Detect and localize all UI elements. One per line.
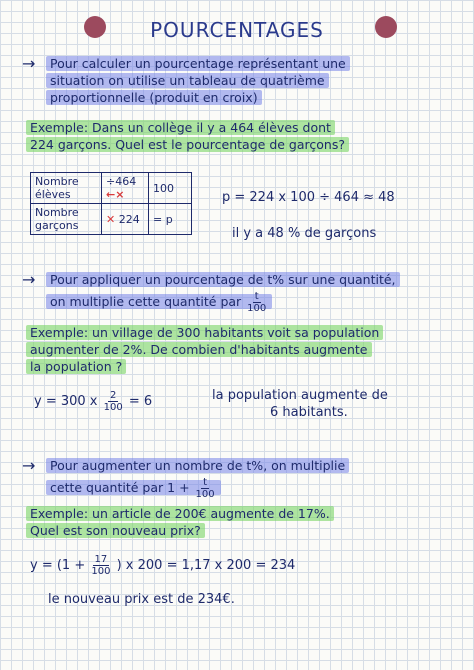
answer-3: le nouveau prix est de 234€. <box>48 592 235 607</box>
table-row1-label: Nombre élèves <box>31 173 102 204</box>
table-row2-label: Nombre garçons <box>31 204 102 235</box>
table-row2-value: ✕ 224 <box>102 204 149 235</box>
fraction-t-over-100: $\frac{t}{100}$ <box>195 477 215 500</box>
rule-3-line-2: cette quantité par 1 + $\frac{t}{100}$ <box>46 477 221 500</box>
example-2-line-3: la population ? <box>26 359 126 374</box>
answer-2-line-1: la population augmente de <box>212 388 388 403</box>
rule-2-line-2: on multiplie cette quantité par $\frac{t}{100}$ <box>46 291 272 314</box>
rule-1-line-1: Pour calculer un pourcentage représentant une <box>46 56 350 71</box>
arrow-bullet-icon: → <box>22 54 36 73</box>
answer-1: il y a 48 % de garçons <box>232 226 377 241</box>
page-title: POURCENTAGES <box>150 18 324 42</box>
cross-arrows-icon: ✕ <box>106 212 116 226</box>
rule-1-line-2: situation on utilise un tableau de quatrième <box>46 73 329 88</box>
example-3-line-2: Quel est son nouveau prix? <box>26 523 205 538</box>
table-row1-result: 100 <box>149 173 192 204</box>
rule-2-line-1: Pour appliquer un pourcentage de t% sur une quantité, <box>46 272 400 287</box>
calc-2: y = 300 x $\frac{2}{100}$ = 6 <box>34 390 153 413</box>
example-3-line-1: Exemple: un article de 200€ augmente de 17%. <box>26 506 334 521</box>
rule-3-line-1: Pour augmenter un nombre de t%, on multiplie <box>46 458 349 473</box>
table-row2-result: = p <box>149 204 192 235</box>
example-2-line-2: augmenter de 2%. De combien d'habitants augmente <box>26 342 372 357</box>
calc-1: p = 224 x 100 ÷ 464 ≈ 48 <box>222 190 395 205</box>
fraction-t-over-100: $\frac{t}{100}$ <box>247 291 267 314</box>
example-1-line-2: 224 garçons. Quel est le pourcentage de garçons? <box>26 137 349 152</box>
proportion-table <box>30 172 192 235</box>
table-row1-value: ÷464 ←× <box>102 173 149 204</box>
example-2-line-1: Exemple: un village de 300 habitants voit sa population <box>26 325 383 340</box>
calc-3: y = (1 + $\frac{17}{100}$ ) x 200 = 1,17 x 200 = 234 <box>30 554 296 577</box>
example-1-line-1: Exemple: Dans un collège il y a 464 élèves dont <box>26 120 335 135</box>
cross-product-icon: ←× <box>106 188 125 201</box>
answer-2-line-2: 6 habitants. <box>270 405 348 420</box>
rule-1-line-3: proportionnelle (produit en croix) <box>46 90 262 105</box>
arrow-bullet-icon: → <box>22 270 36 289</box>
arrow-bullet-icon: → <box>22 456 36 475</box>
